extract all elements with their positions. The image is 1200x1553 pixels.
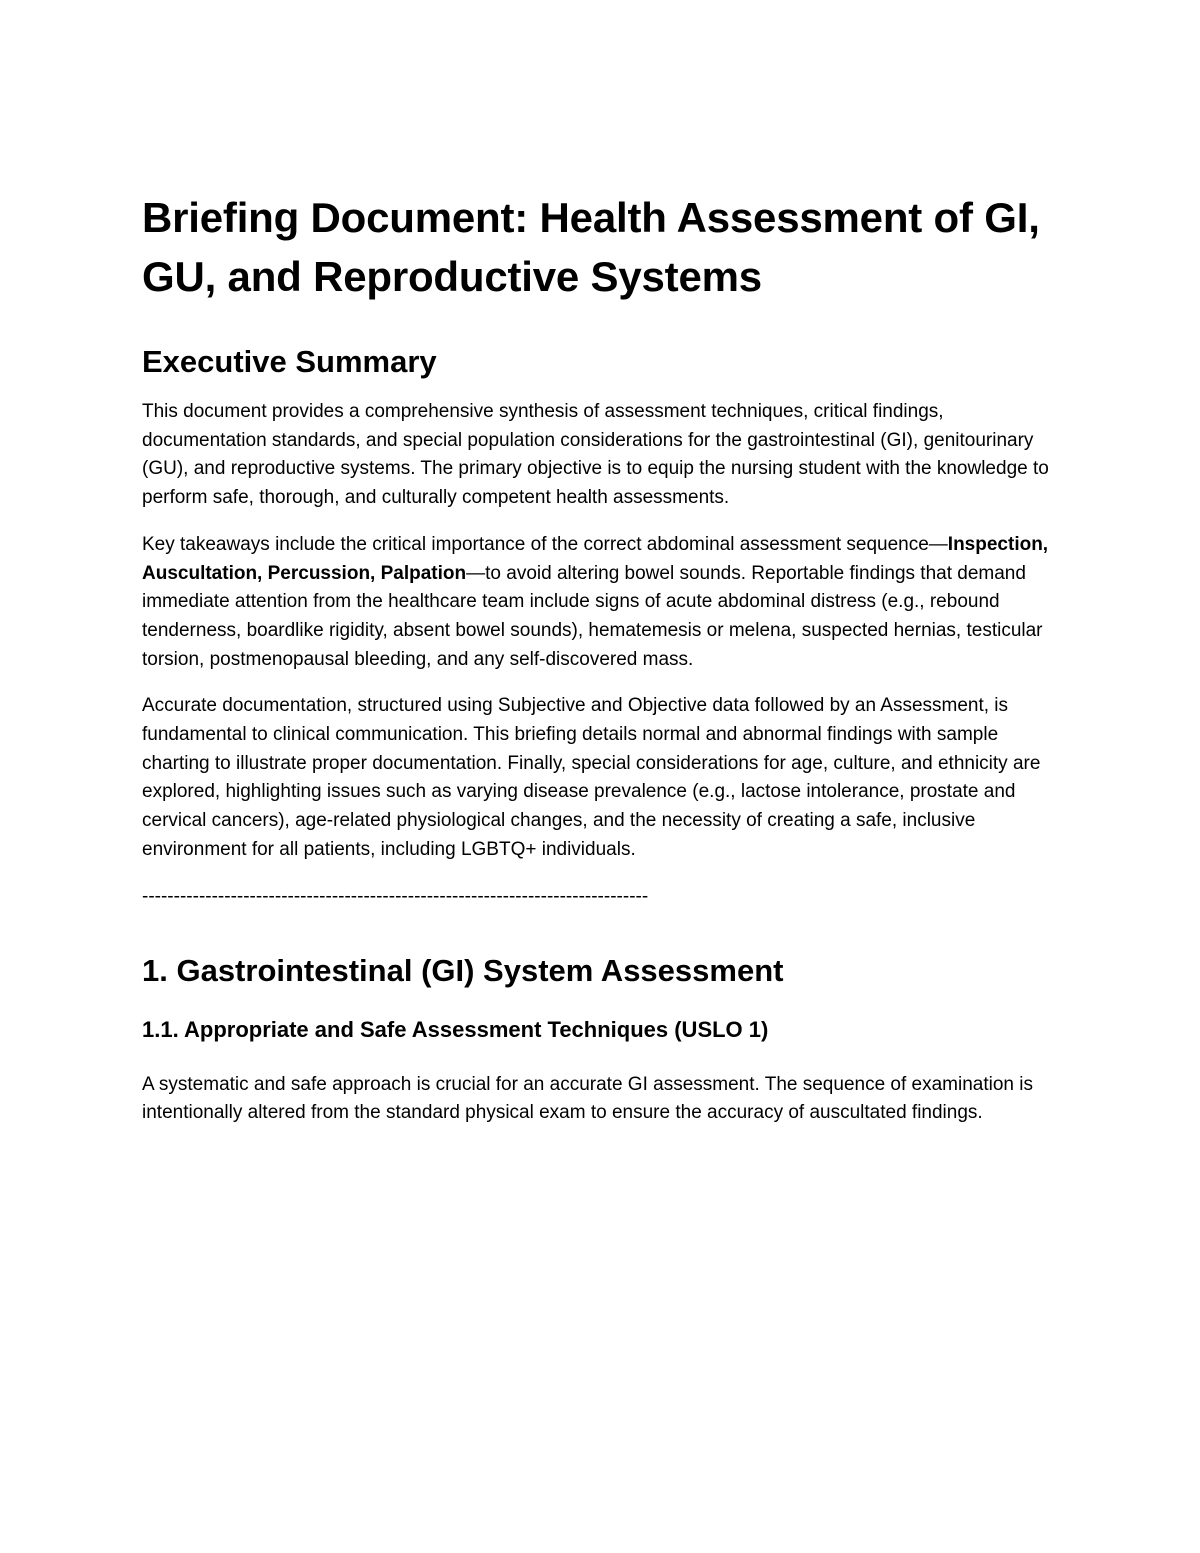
assessment-sequence-bold: Inspection, Auscultation, Percussion, Palpation <box>142 533 1049 584</box>
section-1-heading: 1. Gastrointestinal (GI) System Assessment <box>142 952 784 988</box>
paragraph-2-text-before: Key takeaways include the critical importance of the correct abdominal assessment sequence— <box>142 533 948 555</box>
executive-summary-paragraph-2 <box>142 531 1062 675</box>
executive-summary-paragraph-3: Accurate documentation, structured using Subjective and Objective data followed by an Assessment, is fundamental to clinical communication. This briefing details normal and abnormal findings with sample charting to illustrate proper documentation. Finally, special considerations for age, culture, and ethnicity are explored, highlighting issues such as varying disease prevalence (e.g., lactose intolerance, prostate and cervical cancers), age-related physiological changes, and the necessity of creating a safe, inclusive environment for all patients, including LGBTQ+ individuals. <box>142 695 1041 860</box>
paragraph-2-text-after: —to avoid altering bowel sounds. Reportable findings that demand immediate attention from the healthcare team include signs of acute abdominal distress (e.g., rebound tenderness, boardlike rigidity, absent bowel sounds), hematemesis or melena, suspected hernias, testicular torsion, postmenopausal bleeding, and any self-discovered mass. <box>142 562 1043 670</box>
subsection-1-1-heading: 1.1. Appropriate and Safe Assessment Techniques (USLO 1) <box>142 1016 769 1042</box>
document-page <box>142 188 1062 1146</box>
executive-summary-paragraph-1: This document provides a comprehensive synthesis of assessment techniques, critical findings, documentation standards, and special population considerations for the gastrointestinal (GI), genitourinary (GU), and reproductive systems. The primary objective is to equip the nursing student with the knowledge to perform safe, thorough, and culturally competent health assessments. <box>142 401 1049 509</box>
executive-summary-heading: Executive Summary <box>142 344 437 379</box>
section-divider: -------------------------------------------------------------------------------- <box>142 885 649 907</box>
document-title: Briefing Document: Health Assessment of GI, GU, and Reproductive Systems <box>142 194 1040 300</box>
subsection-1-1-paragraph: A systematic and safe approach is crucial for an accurate GI assessment. The sequence of examination is intentionally altered from the standard physical exam to ensure the accuracy of auscultated findings. <box>142 1073 1033 1124</box>
